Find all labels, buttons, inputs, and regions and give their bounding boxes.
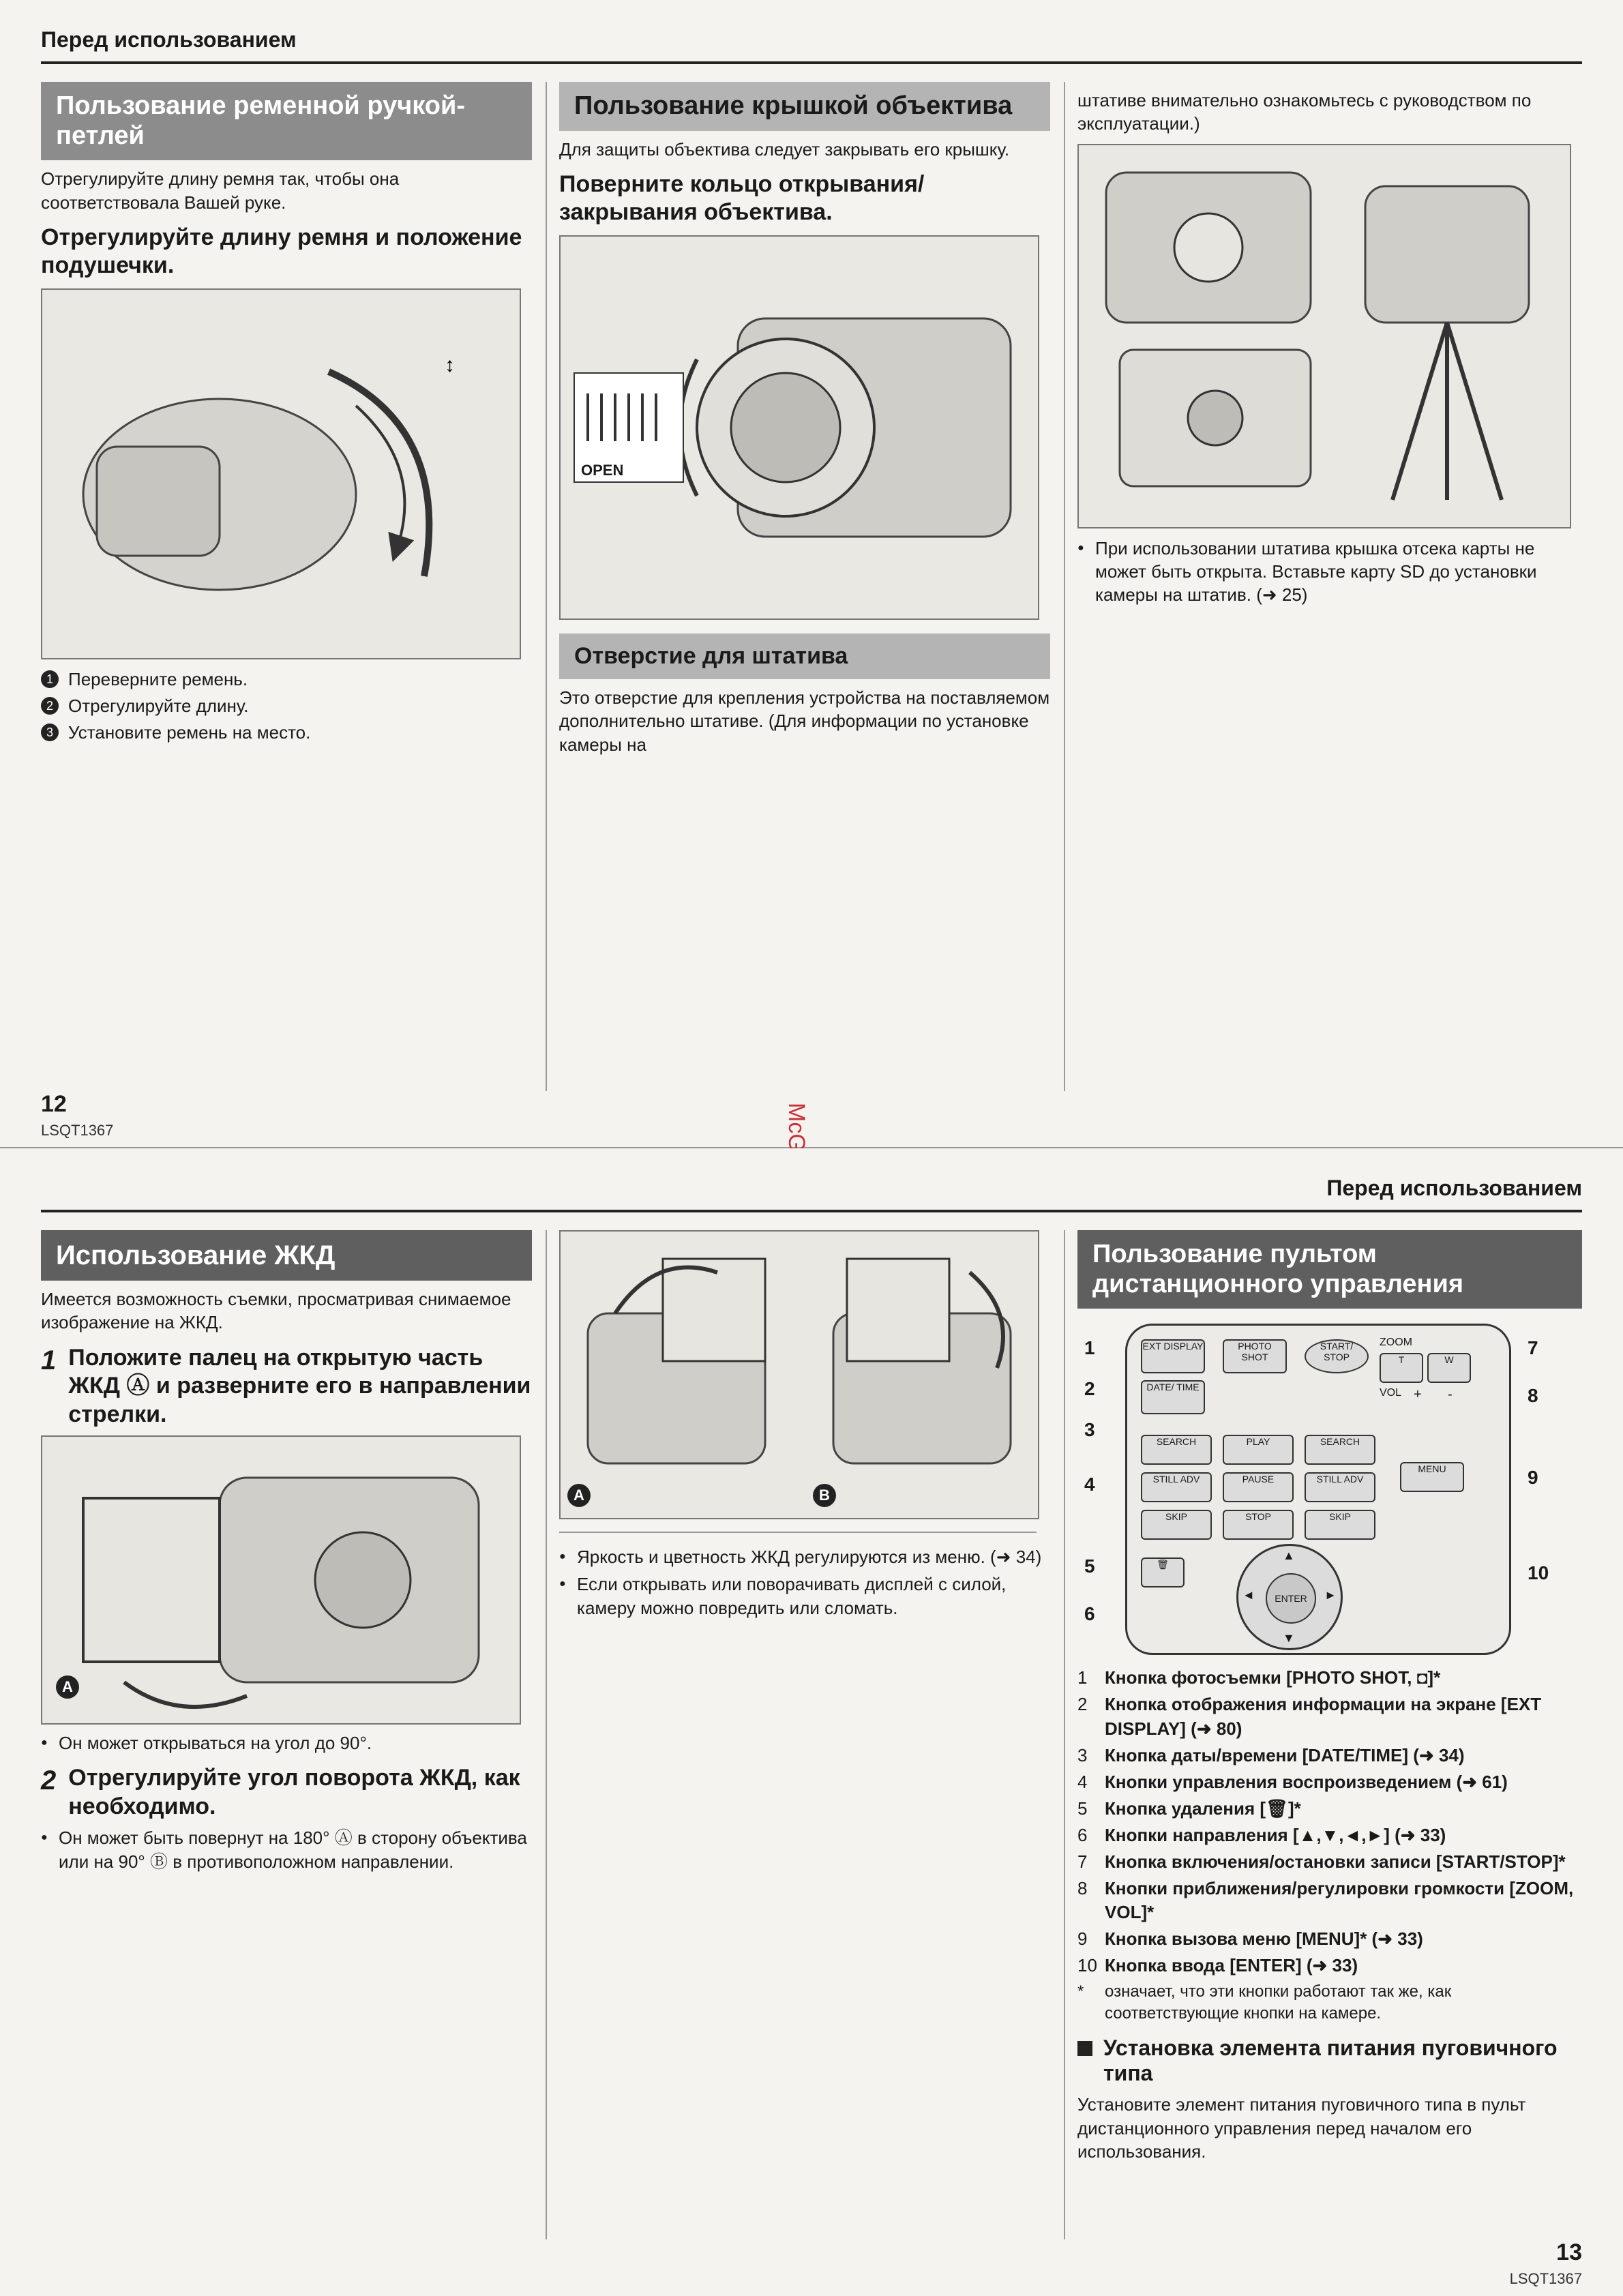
lcd-rotation-section (559, 1230, 1050, 1624)
page-13 (0, 1148, 1623, 2296)
lcd-open-illustration (41, 1435, 521, 1725)
list-item: 5 Кнопка удаления [🗑]* (1077, 1798, 1301, 1819)
still-adv-back-button[interactable]: STILL ADV (1141, 1472, 1212, 1502)
column-divider (1064, 1230, 1065, 2239)
direction-pad[interactable] (1236, 1544, 1343, 1650)
lcd-rotate-drawing (561, 1232, 1038, 1518)
tripod-continued-text: штативе внимательно ознакомьтесь с руководством по эксплуатации.) (1077, 90, 1532, 134)
zoom-t-button[interactable]: T (1380, 1353, 1423, 1383)
lcd-section (41, 1230, 532, 1877)
list-item: 2 Отрегулируйте длину. (41, 694, 532, 718)
column-divider (546, 1230, 547, 2239)
remote-button-list (1077, 1666, 1582, 2025)
still-adv-forward-button[interactable]: STILL ADV (1305, 1472, 1375, 1502)
lens-cap-illustration (559, 235, 1039, 620)
list-item: 3 Установите ремень на место. (41, 721, 532, 745)
list-item: 2 Кнопка отображения информации на экране [EXT DISPLAY] (➜ 80) (1077, 1694, 1542, 1739)
callout-1: 1 (1084, 1337, 1095, 1359)
square-bullet-icon (1077, 2041, 1092, 2056)
callout-5: 5 (1084, 1555, 1095, 1577)
stop-button[interactable]: STOP (1223, 1510, 1294, 1540)
search-forward-button[interactable]: SEARCH (1305, 1435, 1375, 1465)
lens-cap-intro: Для защиты объектива следует закрывать его крышку. (559, 138, 1010, 160)
callout-10: 10 (1528, 1562, 1549, 1584)
list-item: 10 Кнопка ввода [ENTER] (➜ 33) (1077, 1955, 1358, 1976)
list-item: 7 Кнопка включения/остановки записи [START/STOP]* (1077, 1851, 1566, 1873)
callout-4: 4 (1084, 1474, 1095, 1495)
callout-7: 7 (1528, 1337, 1538, 1359)
lcd-step-1: 1 Положите палец на открытую часть ЖКД Ⓐ и разверните его в направлении стрелки. (41, 1344, 531, 1427)
callout-9: 9 (1528, 1467, 1538, 1489)
skip-back-button[interactable]: SKIP (1141, 1510, 1212, 1540)
remote-body (1125, 1324, 1511, 1655)
enter-button[interactable]: ENTER (1266, 1573, 1316, 1624)
camera-front-drawing (561, 237, 1038, 618)
section-divider (559, 1532, 1037, 1533)
strap-intro: Отрегулируйте длину ремня так, чтобы она соответствовала Вашей руке. (41, 168, 400, 213)
list-item: 8 Кнопки приближения/регулировки громкости [ZOOM, VOL]* (1077, 1878, 1574, 1923)
down-arrow-icon[interactable]: ▼ (1283, 1631, 1295, 1645)
zoom-w-button[interactable]: W (1427, 1353, 1471, 1383)
column-divider (1064, 82, 1065, 1091)
callout-2: 2 (1084, 1378, 1095, 1400)
page-number: 13 (1556, 2239, 1582, 2265)
list-item: 1 Переверните ремень. (41, 668, 532, 691)
pause-button[interactable]: PAUSE (1223, 1472, 1294, 1502)
tripod-mount-drawing (1079, 145, 1570, 527)
battery-text: Установите элемент питания пуговичного типа в пульт дистанционного управления перед началом его использования. (1077, 2094, 1526, 2162)
section-title-tripod: Отверстие для штатива (559, 633, 1050, 679)
strap-steps-list (41, 668, 532, 745)
lens-cap-step: Поверните кольцо открывания/закрывания объектива. (559, 171, 925, 226)
lcd-note-2: ● Он может быть повернут на 180° Ⓐ в сторону объектива или на 90° Ⓑ в противоположном направлении. (41, 1826, 532, 1873)
list-item: 1 Кнопка фотосъемки [PHOTO SHOT, ◘]* (1077, 1667, 1441, 1688)
remote-illustration (1077, 1317, 1568, 1658)
photo-shot-button[interactable]: PHOTO SHOT (1223, 1339, 1287, 1373)
tripod-note: ● При использовании штатива крышка отсека карты не может быть открыта. Вставьте карту SD до установки камеры на штатив. (➜ 25) (1077, 537, 1582, 607)
up-arrow-icon[interactable]: ▲ (1283, 1549, 1295, 1563)
callout-3: 3 (1084, 1419, 1095, 1441)
date-time-button[interactable]: DATE/ TIME (1141, 1380, 1205, 1414)
strap-illustration (41, 288, 521, 659)
lcd-intro: Имеется возможность съемки, просматривая снимаемое изображение на ЖКД. (41, 1289, 511, 1333)
lcd-note-1: ● Он может открываться на угол до 90°. (41, 1731, 532, 1755)
battery-heading: Установка элемента питания пуговичного типа (1077, 2036, 1582, 2086)
open-label: OPEN (581, 461, 624, 479)
doc-code: LSQT1367 (41, 1122, 114, 1139)
tripod-continued (1077, 82, 1582, 611)
right-arrow-icon[interactable]: ► (1324, 1588, 1337, 1602)
header-rule (41, 1210, 1582, 1212)
callout-8: 8 (1528, 1385, 1538, 1407)
list-item: 6 Кнопки направления [▲,▼,◄,►] (➜ 33) (1077, 1824, 1446, 1845)
delete-button[interactable]: 🗑 (1141, 1557, 1185, 1587)
search-back-button[interactable]: SEARCH (1141, 1435, 1212, 1465)
column-divider (546, 82, 547, 1091)
strap-section (41, 82, 532, 747)
menu-button[interactable]: MENU (1400, 1462, 1464, 1492)
tripod-text: Это отверстие для крепления устройства на поставляемом дополнительно штативе. (Для информации по установке камеры на (559, 687, 1050, 755)
list-item: 9 Кнопка вызова меню [MENU]* (➜ 33) (1077, 1928, 1423, 1950)
hand-strap-drawing (42, 290, 520, 658)
ext-display-button[interactable]: EXT DISPLAY (1141, 1339, 1205, 1373)
lcd-rotate-illustration (559, 1230, 1039, 1519)
page-number: 12 (41, 1091, 67, 1117)
vol-minus: - (1448, 1387, 1453, 1403)
label-b-rotate: B (813, 1484, 836, 1507)
header-rule (41, 61, 1582, 64)
lcd-note-4: ● Если открывать или поворачивать дисплей с силой, камеру можно повредить или сломать. (559, 1572, 1050, 1620)
lens-cap-section (559, 82, 1050, 763)
label-a-rotate: A (567, 1484, 591, 1507)
lcd-step-2: 2 Отрегулируйте угол поворота ЖКД, как необходимо. (41, 1765, 520, 1819)
zoom-label: ZOOM (1380, 1337, 1412, 1349)
tripod-illustration (1077, 144, 1571, 528)
running-head: Перед использованием (1326, 1176, 1582, 1200)
footnote: * означает, что эти кнопки работают так же, как соответствующие кнопки на камере. (1077, 1982, 1452, 2023)
section-title-lcd: Использование ЖКД (41, 1230, 532, 1281)
section-title-strap: Пользование ременной ручкой-петлей (41, 82, 532, 160)
strap-step: Отрегулируйте длину ремня и положение подушечки. (41, 224, 522, 279)
svg-text:↕: ↕ (445, 353, 455, 376)
list-item: 3 Кнопка даты/времени [DATE/TIME] (➜ 34) (1077, 1744, 1465, 1765)
list-item: 4 Кнопки управления воспроизведением (➜ 61) (1077, 1771, 1508, 1792)
label-a: A (56, 1675, 79, 1699)
lcd-open-drawing (42, 1437, 520, 1723)
running-head: Перед использованием (41, 27, 297, 52)
vol-plus: + (1414, 1387, 1422, 1403)
skip-forward-button[interactable]: SKIP (1305, 1510, 1375, 1540)
left-arrow-icon[interactable]: ◄ (1242, 1588, 1255, 1602)
remote-section (1077, 1230, 1582, 2170)
start-stop-button[interactable]: START/ STOP (1305, 1339, 1369, 1373)
lcd-note-3: ● Яркость и цветность ЖКД регулируются из меню. (➜ 34) (559, 1545, 1050, 1568)
play-button[interactable]: PLAY (1223, 1435, 1294, 1465)
section-title-lens-cap: Пользование крышкой объектива (559, 82, 1050, 131)
callout-6: 6 (1084, 1603, 1095, 1625)
doc-code: LSQT1367 (1509, 2270, 1582, 2287)
section-title-remote: Пользование пультом дистанционного управления (1077, 1230, 1582, 1309)
vol-label: VOL (1380, 1387, 1402, 1399)
